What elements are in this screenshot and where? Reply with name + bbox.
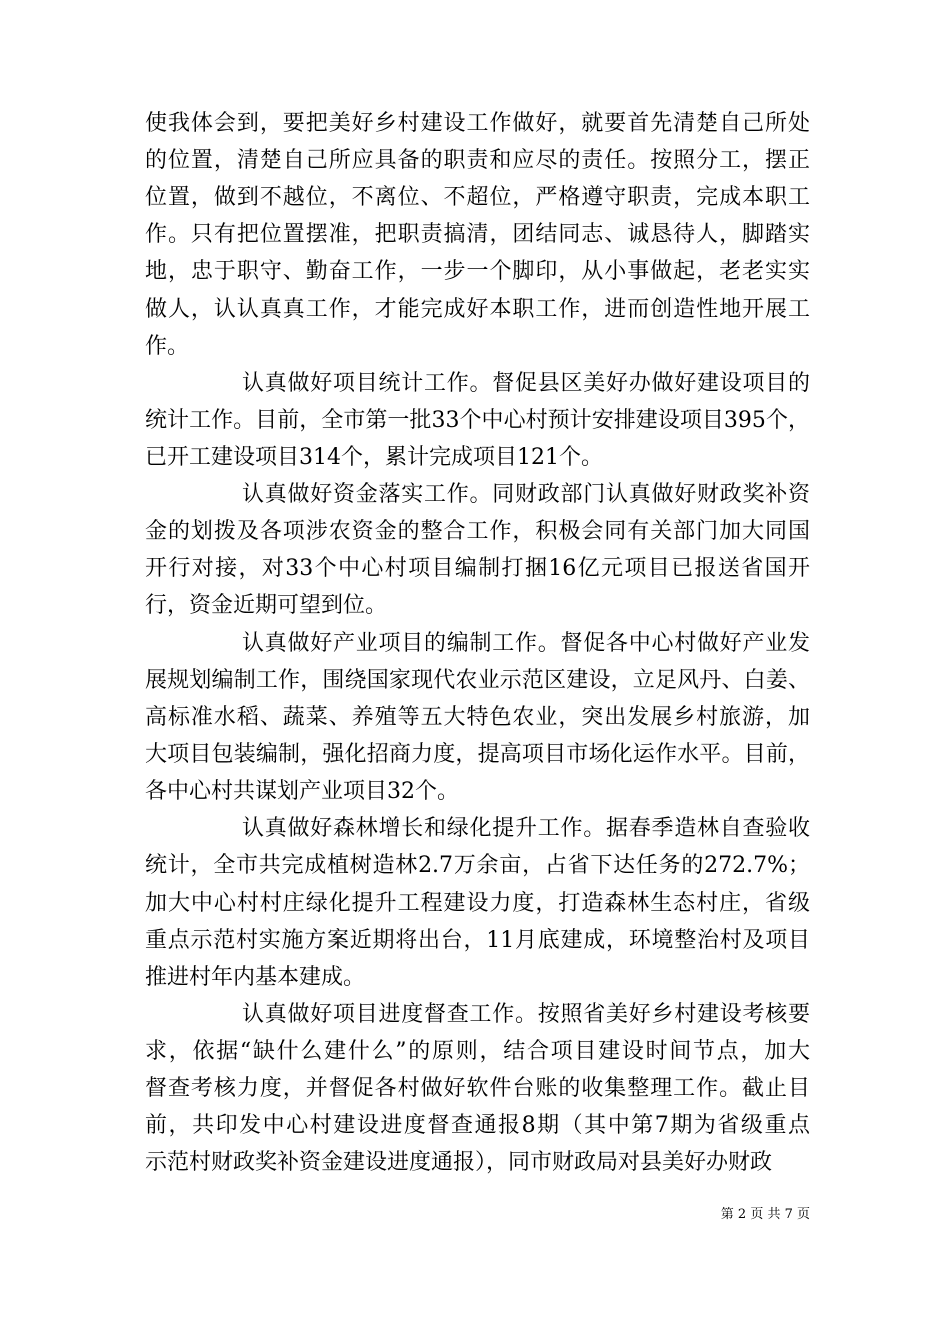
text-line: 认真做好产业项目的编制工作。督促各中心村做好产业发 xyxy=(242,631,810,656)
text-line: 认真做好资金落实工作。同财政部门认真做好财政奖补资 xyxy=(242,482,810,507)
text-line: 认真做好项目统计工作。督促县区美好办做好建设项目的 xyxy=(242,371,810,396)
text-line: 做人，认认真真工作，才能完成好本职工作，进而创造性地开展工 xyxy=(145,297,810,322)
text-line: 督查考核力度，并督促各村做好软件台账的收集整理工作。截止目 xyxy=(145,1076,810,1101)
text-line: 地，忠于职守、勤奋工作，一步一个脚印，从小事做起，老老实实 xyxy=(145,259,810,284)
text-line: 的位置，清楚自己所应具备的职责和应尽的责任。按照分工，摆正 xyxy=(145,148,810,173)
text-line: 求，依据“缺什么建什么”的原则，结合项目建设时间节点，加大 xyxy=(145,1039,810,1064)
text-line: 作。只有把位置摆准，把职责搞清，团结同志、诚恳待人，脚踏实 xyxy=(145,222,810,247)
text-line: 统计，全市共完成植树造林2.7万余亩，占省下达任务的272.7%； xyxy=(145,853,810,878)
text-line: 前，共印发中心村建设进度督查通报8期（其中第7期为省级重点 xyxy=(145,1113,810,1138)
text-line: 重点示范村实施方案近期将出台，11月底建成，环境整治村及项目 xyxy=(145,928,810,953)
text-line: 认真做好森林增长和绿化提升工作。据春季造林自查验收 xyxy=(242,816,810,841)
text-line: 位置，做到不越位，不离位、不超位，严格遵守职责，完成本职工 xyxy=(145,185,810,210)
text-line: 加大中心村村庄绿化提升工程建设力度，打造森林生态村庄，省级 xyxy=(145,891,810,916)
text-line: 各中心村共谋划产业项目32个。 xyxy=(145,779,459,804)
text-line: 推进村年内基本建成。 xyxy=(145,965,366,990)
page-number-footer: 第 2 页 共 7 页 xyxy=(720,1207,810,1222)
text-line: 大项目包装编制，强化招商力度，提高项目市场化运作水平。目前， xyxy=(145,742,810,767)
text-line: 高标准水稻、蔬菜、养殖等五大特色农业，突出发展乡村旅游，加 xyxy=(145,705,810,730)
text-line: 已开工建设项目314个，累计完成项目121个。 xyxy=(145,445,603,470)
text-line: 展规划编制工作，围绕国家现代农业示范区建设，立足风丹、白姜、 xyxy=(145,668,810,693)
text-line: 使我体会到，要把美好乡村建设工作做好，就要首先清楚自己所处 xyxy=(145,111,810,136)
text-line: 开行对接，对33个中心村项目编制打捆16亿元项目已报送省国开 xyxy=(145,556,810,581)
text-line: 金的划拨及各项涉农资金的整合工作，积极会同有关部门加大同国 xyxy=(145,519,810,544)
text-line: 行，资金近期可望到位。 xyxy=(145,593,388,618)
text-line: 认真做好项目进度督查工作。按照省美好乡村建设考核要 xyxy=(242,1002,810,1027)
text-line: 作。 xyxy=(145,334,190,359)
text-line: 示范村财政奖补资金建设进度通报），同市财政局对县美好办财政 xyxy=(145,1150,773,1175)
text-line: 统计工作。目前，全市第一批33个中心村预计安排建设项目395个， xyxy=(145,408,810,433)
